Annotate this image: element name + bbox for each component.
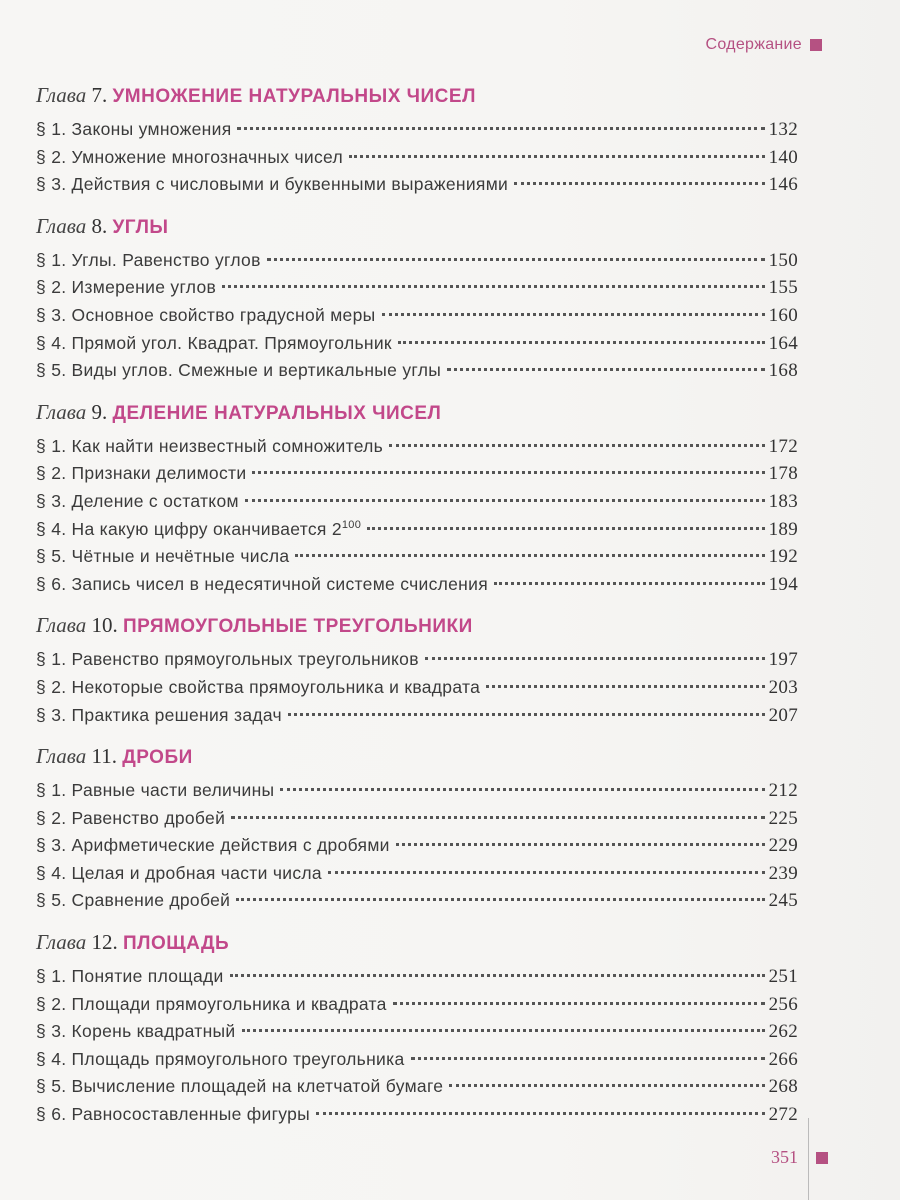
entry-page-number: 225 bbox=[768, 807, 798, 829]
chapter-heading[interactable] bbox=[36, 610, 798, 640]
entry-page-number: 251 bbox=[768, 966, 798, 988]
entry-title: § 6. Равносоставленные фигуры bbox=[36, 1104, 311, 1125]
entry-title: § 2. Измерение углов bbox=[36, 277, 217, 298]
dot-leader bbox=[230, 974, 765, 977]
entry-title: § 6. Запись чисел в недесятичной системе счисления bbox=[36, 573, 488, 594]
chapter-number: 12. bbox=[91, 930, 118, 955]
toc-entry[interactable] bbox=[36, 805, 798, 833]
entry-title: § 2. Равенство дробей bbox=[36, 807, 226, 828]
toc-entry[interactable] bbox=[36, 963, 798, 991]
toc-entry[interactable] bbox=[36, 330, 798, 358]
entry-page-number: 189 bbox=[768, 518, 798, 540]
toc-entry[interactable] bbox=[36, 571, 798, 599]
chapter-heading[interactable] bbox=[36, 397, 798, 427]
entry-title: § 1. Понятие площади bbox=[36, 966, 224, 987]
toc-entry[interactable] bbox=[36, 144, 798, 172]
chapter-word: Глава bbox=[36, 613, 87, 638]
dot-leader bbox=[242, 1029, 765, 1032]
toc-entry[interactable] bbox=[36, 460, 798, 488]
dot-leader bbox=[252, 471, 764, 474]
dot-leader bbox=[280, 788, 764, 791]
toc-entry[interactable] bbox=[36, 991, 798, 1019]
entry-title: § 2. Признаки делимости bbox=[36, 463, 247, 484]
dot-leader bbox=[367, 527, 764, 530]
toc-entry[interactable] bbox=[36, 887, 798, 915]
entry-title: § 1. Равные части величины bbox=[36, 780, 275, 801]
page-footer bbox=[771, 1147, 828, 1168]
toc-entry[interactable] bbox=[36, 357, 798, 385]
dot-leader bbox=[231, 816, 764, 819]
entry-page-number: 239 bbox=[768, 862, 798, 884]
running-header bbox=[705, 36, 822, 54]
toc-entry[interactable] bbox=[36, 860, 798, 888]
dot-leader bbox=[449, 1084, 764, 1087]
entry-title: § 3. Действия с числовыми и буквенными выражениями bbox=[36, 174, 509, 195]
chapter-name: УМНОЖЕНИЕ НАТУРАЛЬНЫХ ЧИСЕЛ bbox=[112, 86, 476, 107]
entry-page-number: 150 bbox=[768, 249, 798, 271]
toc-entry[interactable] bbox=[36, 116, 798, 144]
entry-page-number: 272 bbox=[768, 1104, 798, 1126]
chapter-name: ПРЯМОУГОЛЬНЫЕ ТРЕУГОЛЬНИКИ bbox=[122, 616, 473, 638]
square-marker-icon bbox=[810, 39, 822, 51]
entry-title: § 4. Площадь прямоугольного треугольника bbox=[36, 1048, 405, 1069]
toc-entry[interactable] bbox=[36, 171, 798, 199]
chapter-name: ДРОБИ bbox=[122, 747, 193, 769]
toc-entry[interactable] bbox=[36, 274, 798, 302]
toc-entry[interactable] bbox=[36, 247, 798, 275]
entry-page-number: 256 bbox=[768, 993, 798, 1015]
entry-title: § 5. Виды углов. Смежные и вертикальные углы bbox=[36, 360, 442, 381]
chapter-name: ПЛОЩАДЬ bbox=[122, 933, 230, 955]
entry-page-number: 266 bbox=[768, 1048, 798, 1070]
dot-leader bbox=[411, 1057, 765, 1060]
entry-page-number: 140 bbox=[768, 146, 798, 168]
entry-page-number: 192 bbox=[768, 546, 798, 568]
chapter-number: 10. bbox=[91, 613, 118, 638]
entry-page-number: 245 bbox=[768, 890, 798, 912]
entry-title: § 4. Целая и дробная части числа bbox=[36, 862, 322, 883]
dot-leader bbox=[328, 871, 765, 874]
toc-entry[interactable] bbox=[36, 543, 798, 571]
chapter-number: 9. bbox=[91, 399, 108, 424]
dot-leader bbox=[222, 285, 764, 288]
chapter-section bbox=[36, 610, 798, 729]
entry-title: § 5. Сравнение дробей bbox=[36, 890, 231, 911]
chapter-section bbox=[36, 927, 798, 1129]
entry-title: § 1. Законы умножения bbox=[36, 119, 232, 139]
entry-title: § 4. Прямой угол. Квадрат. Прямоугольник bbox=[36, 332, 392, 353]
chapter-heading[interactable] bbox=[36, 927, 798, 957]
dot-leader bbox=[393, 1002, 765, 1005]
square-marker-icon bbox=[816, 1152, 828, 1164]
entry-page-number: 132 bbox=[768, 119, 798, 140]
entry-page-number: 155 bbox=[768, 277, 798, 299]
entry-page-number: 197 bbox=[768, 649, 798, 671]
entry-title: § 3. Практика решения задач bbox=[36, 704, 282, 725]
dot-leader bbox=[295, 554, 764, 557]
entry-title: § 2. Умножение многозначных чисел bbox=[36, 146, 343, 167]
dot-leader bbox=[447, 368, 764, 371]
chapter-word: Глава bbox=[36, 930, 87, 955]
dot-leader bbox=[514, 182, 764, 185]
toc-entry[interactable] bbox=[36, 433, 798, 461]
toc-entry[interactable] bbox=[36, 516, 798, 544]
entry-page-number: 183 bbox=[768, 490, 798, 512]
chapter-section bbox=[36, 741, 798, 915]
dot-leader bbox=[236, 898, 764, 901]
chapter-word: Глава bbox=[36, 213, 87, 238]
entry-page-number: 146 bbox=[768, 174, 798, 196]
entry-title: § 1. Равенство прямоугольных треугольников bbox=[36, 649, 419, 670]
chapter-heading[interactable] bbox=[36, 80, 798, 110]
entry-title: § 5. Чётные и нечётные числа bbox=[36, 546, 290, 567]
entry-page-number: 194 bbox=[768, 573, 798, 595]
entry-page-number: 160 bbox=[768, 304, 798, 326]
chapter-word: Глава bbox=[36, 744, 87, 769]
dot-leader bbox=[486, 685, 764, 688]
entry-page-number: 229 bbox=[768, 835, 798, 857]
page-number: 351 bbox=[771, 1147, 798, 1167]
header-title: Содержание bbox=[705, 36, 802, 53]
entry-title: § 3. Деление с остатком bbox=[36, 490, 239, 511]
toc-entry[interactable] bbox=[36, 832, 798, 860]
chapter-word: Глава bbox=[36, 399, 87, 424]
dot-leader bbox=[237, 127, 764, 130]
dot-leader bbox=[349, 155, 765, 158]
chapter-section bbox=[36, 211, 798, 385]
entry-page-number: 172 bbox=[768, 435, 798, 457]
entry-page-number: 164 bbox=[768, 332, 798, 354]
toc-entry[interactable] bbox=[36, 1018, 798, 1046]
dot-leader bbox=[389, 444, 765, 447]
toc-entry[interactable] bbox=[36, 488, 798, 516]
chapter-name: ДЕЛЕНИЕ НАТУРАЛЬНЫХ ЧИСЕЛ bbox=[112, 402, 442, 424]
table-of-contents bbox=[36, 80, 798, 1141]
toc-entry[interactable] bbox=[36, 1046, 798, 1074]
entry-title: § 3. Арифметические действия с дробями bbox=[36, 835, 390, 856]
chapter-number: 8. bbox=[91, 213, 108, 238]
chapter-number: 11. bbox=[91, 744, 117, 769]
toc-entry[interactable] bbox=[36, 1101, 798, 1129]
dot-leader bbox=[382, 313, 765, 316]
toc-entry[interactable] bbox=[36, 646, 798, 674]
entry-page-number: 207 bbox=[768, 704, 798, 726]
entry-page-number: 178 bbox=[768, 463, 798, 485]
dot-leader bbox=[267, 258, 765, 261]
chapter-section bbox=[36, 80, 798, 199]
entry-page-number: 262 bbox=[768, 1021, 798, 1043]
entry-title: § 3. Основное свойство градусной меры bbox=[36, 304, 376, 325]
toc-entry[interactable] bbox=[36, 777, 798, 805]
dot-leader bbox=[425, 657, 765, 660]
entry-page-number: 268 bbox=[768, 1076, 798, 1098]
exponent: 100 bbox=[341, 518, 362, 531]
entry-title: § 1. Как найти неизвестный сомножитель bbox=[36, 435, 384, 456]
chapter-section bbox=[36, 397, 798, 599]
entry-title: § 5. Вычисление площадей на клетчатой бумаге bbox=[36, 1076, 444, 1097]
entry-page-number: 203 bbox=[768, 676, 798, 698]
entry-title: § 2. Площади прямоугольника и квадрата bbox=[36, 993, 387, 1014]
entry-title: § 1. Углы. Равенство углов bbox=[36, 249, 261, 270]
chapter-heading[interactable] bbox=[36, 211, 798, 241]
entry-title: § 4. На какую цифру оканчивается $2^{100}$ bbox=[36, 518, 362, 539]
entry-title: § 3. Корень квадратный bbox=[36, 1021, 236, 1042]
entry-page-number: 168 bbox=[768, 360, 798, 382]
chapter-heading[interactable] bbox=[36, 741, 798, 771]
chapter-name: УГЛЫ bbox=[112, 216, 169, 238]
toc-entry[interactable] bbox=[36, 1073, 798, 1101]
toc-entry[interactable] bbox=[36, 702, 798, 730]
toc-entry[interactable] bbox=[36, 302, 798, 330]
dot-leader bbox=[245, 499, 765, 502]
dot-leader bbox=[288, 713, 765, 716]
chapter-number: 7. bbox=[91, 83, 108, 107]
dot-leader bbox=[396, 843, 765, 846]
dot-leader bbox=[398, 341, 765, 344]
entry-page-number: 212 bbox=[768, 780, 798, 802]
dot-leader bbox=[316, 1112, 765, 1115]
dot-leader bbox=[494, 582, 765, 585]
toc-entry[interactable] bbox=[36, 674, 798, 702]
chapter-word: Глава bbox=[36, 83, 87, 107]
entry-title: § 2. Некоторые свойства прямоугольника и квадрата bbox=[36, 676, 481, 697]
